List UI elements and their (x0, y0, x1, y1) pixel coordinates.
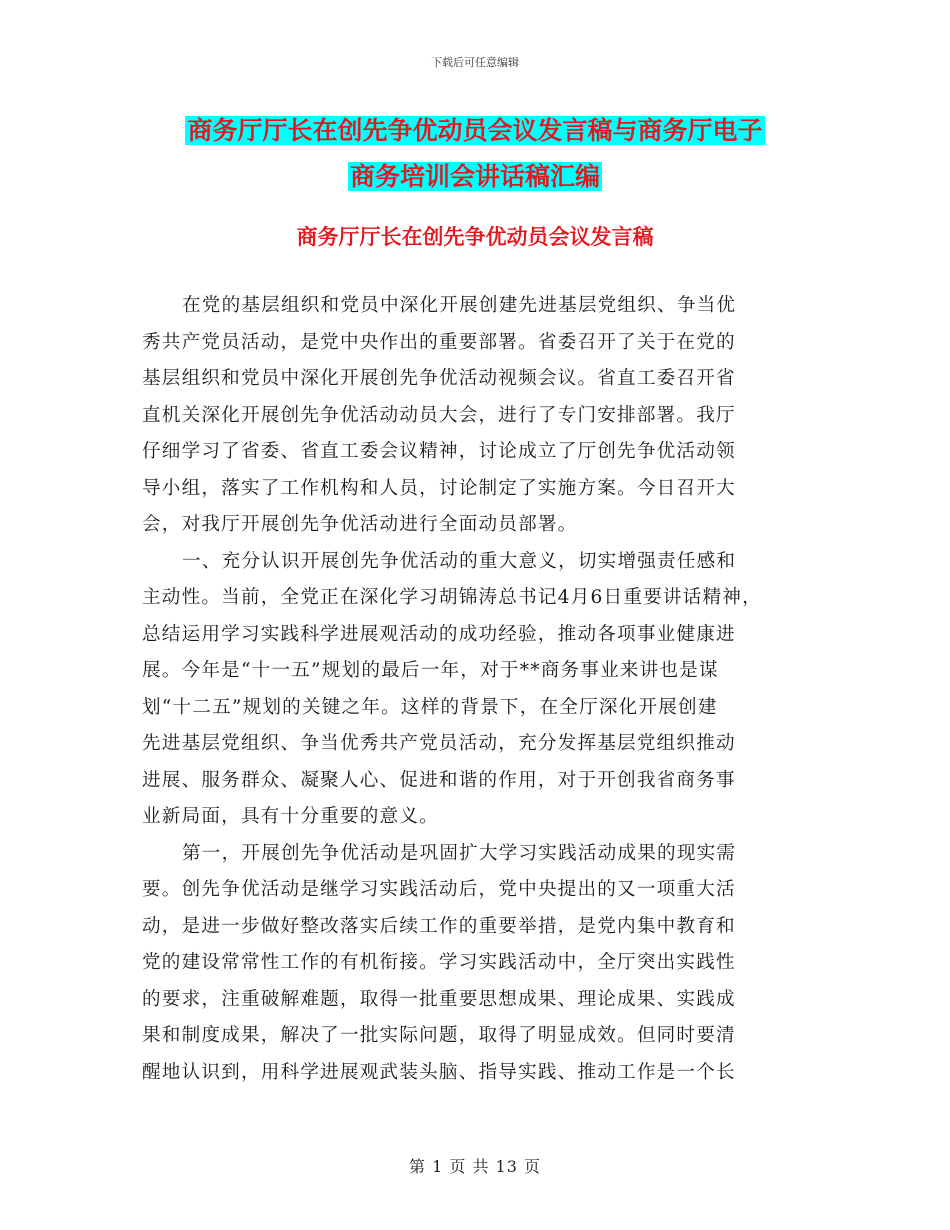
body-text (142, 288, 812, 1091)
page-number: 第 1 页 共 13 页 (409, 1157, 541, 1176)
paragraph-line: 动，是进一步做好整改落实后续工作的重要举措，是党内集中教育和 (142, 915, 736, 937)
paragraph-line: 直机关深化开展创先争优活动动员大会，进行了专门安排部署。我厅 (142, 404, 736, 426)
paragraph-line: 进展、服务群众、凝聚人心、促进和谐的作用，对于开创我省商务事 (142, 769, 736, 791)
paragraph-line: 要。创先争优活动是继学习实践活动后，党中央提出的又一项重大活 (142, 879, 736, 900)
document-title-line-2: 商务培训会讲话稿汇编 (349, 162, 600, 191)
paragraph-line: 果和制度成果，解决了一批实际问题，取得了明显成效。但同时要清 (142, 1025, 736, 1046)
paragraph-line: 仔细学习了省委、省直工委会议精神，讨论成立了厅创先争优活动领 (142, 441, 736, 462)
paragraph-line: 业新局面，具有十分重要的意义。 (142, 806, 439, 827)
paragraph-line: 第一，开展创先争优活动是巩固扩大学习实践活动成果的现实需 (182, 842, 737, 864)
paragraph-line: 在党的基层组织和党员中深化开展创建先进基层党组织、争当优 (182, 295, 737, 316)
paragraph-line: 会，对我厅开展创先争优活动进行全面动员部署。 (142, 514, 578, 535)
paragraph-line: 展。今年是“十一五”规划的最后一年，对于**商务事业来讲也是谋 (142, 660, 719, 681)
paragraph-line: 的要求，注重破解难题，取得一批重要思想成果、理论成果、实践成 (142, 988, 736, 1010)
paragraph-line: 党的建设常常性工作的有机衔接。学习实践活动中，全厅突出实践性 (142, 952, 736, 973)
paragraph-line: 基层组织和党员中深化开展创先争优活动视频会议。省直工委召开省 (142, 368, 736, 389)
paragraph-line: 主动性。当前，全党正在深化学习胡锦涛总书记4月6日重要讲话精神， (142, 587, 762, 608)
page-header-note: 下载后可任意编辑 (431, 56, 519, 69)
paragraph-line: 醒地认识到，用科学进展观武装头脑、指导实践、推动工作是一个长 (142, 1061, 736, 1083)
section-title: 商务厅厅长在创先争优动员会议发言稿 (296, 225, 654, 249)
paragraph-line: 划“十二五”规划的关键之年。这样的背景下，在全厅深化开展创建 (142, 696, 718, 718)
paragraph-line: 一、充分认识开展创先争优活动的重大意义，切实增强责任感和 (182, 550, 737, 572)
paragraph-line: 秀共产党员活动，是党中央作出的重要部署。省委召开了关于在党的 (142, 331, 736, 353)
document-title-line-1: 商务厅厅长在创先争优动员会议发言稿与商务厅电子 (187, 116, 763, 145)
document-title (0, 108, 950, 200)
paragraph-line: 总结运用学习实践科学进展观活动的成功经验，推动各项事业健康进 (142, 623, 736, 645)
paragraph-line: 先进基层党组织、争当优秀共产党员活动，充分发挥基层党组织推动 (142, 733, 736, 754)
paragraph-line: 导小组，落实了工作机构和人员，讨论制定了实施方案。今日召开大 (142, 477, 736, 499)
